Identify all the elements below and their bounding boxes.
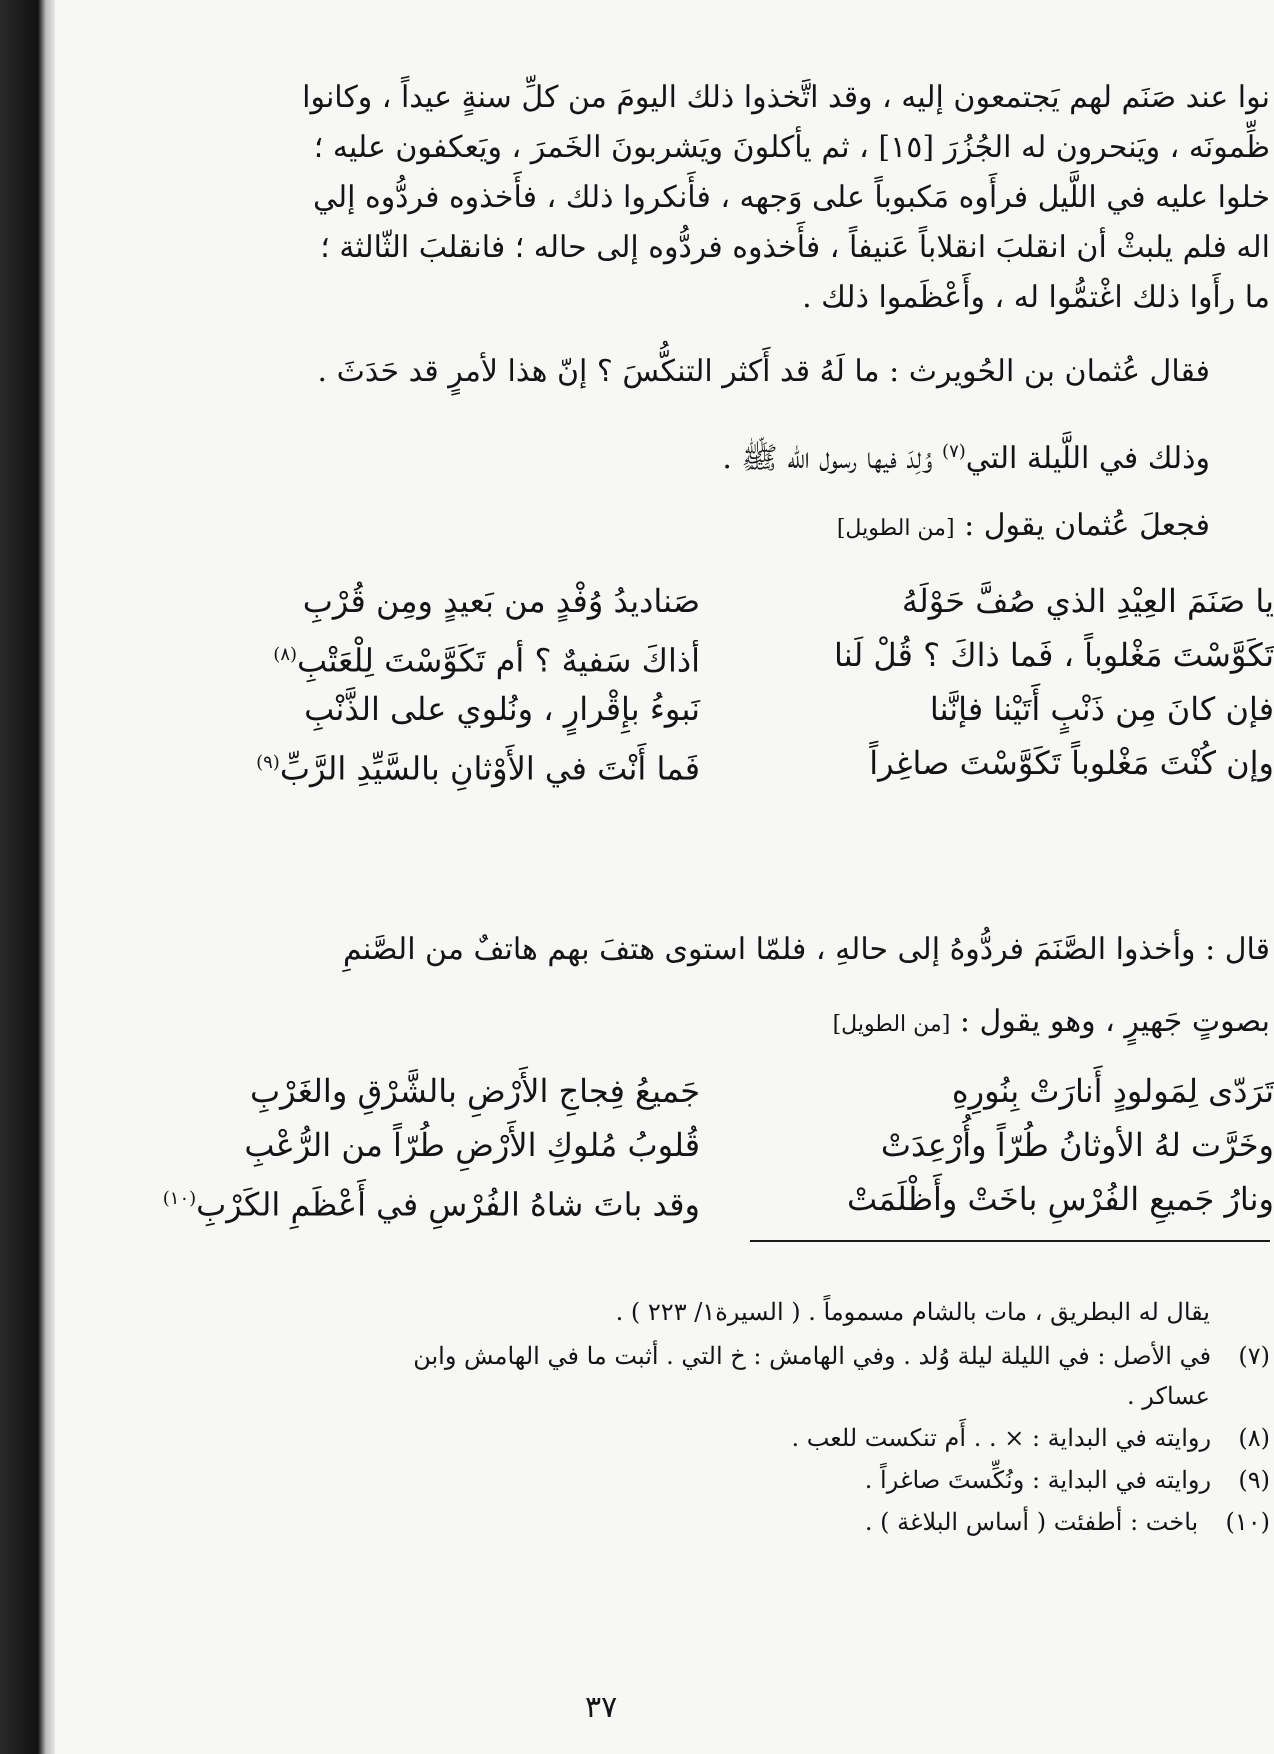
footnote-9 (865, 1464, 1270, 1496)
intro-text: بصوتٍ جَهيرٍ ، وهو يقول : (950, 1004, 1270, 1039)
verse-hemistich-first: وإن كُنْتَ مَغْلوباً تَكَوَّسْتَ صاغِراً (869, 744, 1274, 782)
footnote-7-continued: عساكر . (1127, 1382, 1210, 1410)
scanned-page (70, 0, 1274, 1754)
text-line: نوا عند صَنَم لهم يَجتمعون إليه ، وقد اتَّخذوا ذلك اليومَ من كلِّ سنةٍ عيداً ، وكانوا (302, 80, 1270, 115)
poem-intro-2 (833, 1002, 1270, 1045)
footnote-text: باخت : أطفئت ( أساس البلاغة ) . (864, 1508, 1199, 1536)
meter-label: [من الطويل] (836, 516, 955, 541)
footnote-6: يقال له البطريق ، مات بالشام مسموماً . ( السيرة١/ ٢٢٣ ) . (615, 1298, 1210, 1326)
poem-intro-1 (837, 506, 1210, 549)
footnote-ref: (٧) (942, 441, 966, 462)
verse-hemistich-second: صَناديدُ وُفْدٍ من بَعيدٍ ومِن قُرْبِ (302, 582, 700, 620)
verse-hemistich-first: فإن كانَ مِن ذَنْبٍ أَتَيْنا فإنَّنا (929, 690, 1274, 728)
verse-hemistich-second (163, 1178, 700, 1226)
text-line: اله فلم يلبثْ أن انقلبَ انقلاباً عَنيفاً ، فأَخذوه فردُّوه إلى حاله ؛ فانقلبَ الثّالثة ؛ (320, 230, 1270, 265)
text-segment: وذلك في اللَّيلة التي (965, 441, 1210, 476)
footnote-number: (٧) (1238, 1342, 1270, 1370)
footnote-8 (791, 1422, 1270, 1454)
meter-label: [من الطويل] (832, 1012, 951, 1037)
footnote-number: (٩) (1238, 1466, 1270, 1494)
footnote-ref: (٩) (256, 752, 280, 773)
verse-hemistich-second: جَميعُ فِجاجِ الأَرْضِ بالشَّرْقِ والغَرْبِ (249, 1072, 700, 1110)
verse-hemistich-second (273, 634, 700, 682)
footnote-7 (413, 1340, 1270, 1372)
verse-hemistich-second: قُلوبُ مُلوكِ الأَرْضِ طُرّاً من الرُّعْبِ (244, 1126, 700, 1164)
footnote-text: في الأصل : في الليلة ليلة وُلد . وفي الهامش : خ التي . أثبت ما في الهامش وابن (413, 1342, 1212, 1370)
text-line: خلوا عليه في اللَّيل فرأَوه مَكبوباً على وَجهه ، فأَنكروا ذلك ، فأَخذوه فردُّوه إلي (312, 180, 1270, 215)
footnote-separator (750, 1240, 1270, 1242)
verse-text: فَما أَنْتَ في الأَوْثانِ بالسَّيِّدِ الرَّبِّ (279, 749, 700, 788)
verse-hemistich-first: يا صَنَمَ العِيْدِ الذي صُفَّ حَوْلَهُ (901, 582, 1274, 620)
footnote-text: روايته في البداية : ونُكِّستَ صاغراً . (864, 1466, 1212, 1494)
page-number: ٣٧ (585, 1690, 618, 1725)
footnote-number: (١٠) (1225, 1508, 1270, 1536)
verse-text: أذاكَ سَفيهٌ ؟ أم تَكَوَّسْتَ لِلْعَتْبِ (297, 641, 700, 680)
footnote-10 (865, 1506, 1270, 1538)
paragraph-birth-night (722, 432, 1210, 479)
text-line: ما رأَوا ذلك اغْتمُّوا له ، وأَعْظَموا ذلك . (802, 280, 1270, 315)
text-line: ظِّمونَه ، ويَنحرون له الجُزُرَ [١٥] ، ثم يأكلونَ ويَشربونَ الخَمرَ ، ويَعكفون عليه ؛ (313, 130, 1270, 165)
poem-2 (70, 1070, 1274, 1240)
verse-hemistich-first: ونارُ جَميعِ الفُرْسِ باخَتْ وأَظْلَمَتْ (847, 1180, 1274, 1218)
verse-hemistich-first: تَرَدّى لِمَولودٍ أَنارَتْ بِنُورِهِ (951, 1072, 1274, 1110)
book-binding-shadow (0, 0, 55, 1754)
verse-hemistich-first: تَكَوَّسْتَ مَغْلوباً ، فَما ذاكَ ؟ قُلْ لَنا (834, 636, 1274, 674)
footnote-text: روايته في البداية : × . . أَم تنكست للعب . (791, 1424, 1212, 1452)
verse-hemistich-second (256, 742, 700, 790)
footnote-ref: (١٠) (162, 1188, 197, 1209)
footnote-number: (٨) (1238, 1424, 1270, 1452)
footnote-ref: (٨) (273, 644, 298, 665)
verse-hemistich-second: نَبوءُ بإِقْرارٍ ، ونُلوي على الذَّنْبِ (304, 690, 700, 728)
verse-text: وقد باتَ شاهُ الفُرْسِ في أَعْظَمِ الكَرْبِ (196, 1185, 700, 1224)
verse-hemistich-first: وخَرَّت لهُ الأوثانُ طُرّاً وأُرْعِدَتْ (880, 1126, 1274, 1164)
intro-text: فجعلَ عُثمان يقول : (954, 508, 1210, 543)
text-segment: وُلِدَ فيها رسول الله ﷺ . (722, 441, 943, 476)
paragraph-uthman-said: فقال عُثمان بن الحُويرث : ما لَهُ قد أَكثر التنكُّسَ ؟ إنّ هذا لأمرٍ قد حَدَثَ . (317, 354, 1210, 389)
paragraph-voice-from-idol: قال : وأخذوا الصَّنَمَ فردُّوهُ إلى حالهِ ، فلمّا استوى هتفَ بهم هاتفٌ من الصَّنمِ (343, 932, 1270, 967)
poem-1 (70, 580, 1274, 788)
